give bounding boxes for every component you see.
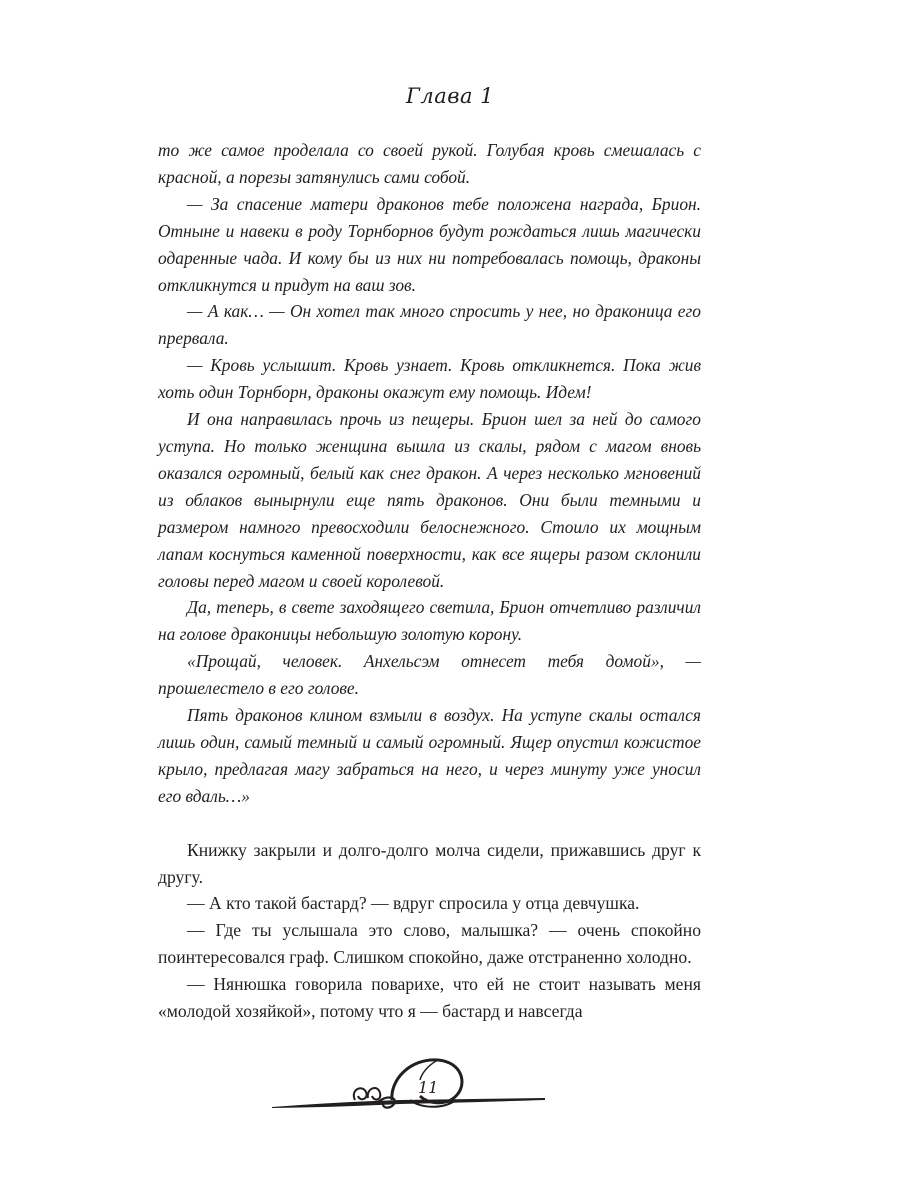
page-body — [158, 137, 701, 1025]
chapter-title: Глава 1 — [405, 84, 495, 108]
paragraph-italic: Да, теперь, в свете заходящего светила, Брион отчетливо различил на голове драконицы небольшую золотую корону. — [158, 597, 701, 645]
paragraph: — А кто такой бастард? — вдруг спросила у отца девчушка. — [187, 893, 640, 914]
paragraph: — Нянюшка говорила поварихе, что ей не стоит называть меня «молодой хозяйкой», потому что я — бастард и навсегда — [158, 974, 701, 1022]
page-number: 11 — [418, 1078, 439, 1097]
paragraph-italic: Пять драконов клином взмыли в воздух. На уступе скалы остался лишь один, самый темный и самый огромный. Ящер опустил кожистое крыло, предлагая магу забраться на него, и через минуту уже уносил его вдаль…» — [158, 705, 701, 806]
paragraph-italic: «Прощай, человек. Анхельсэм отнесет тебя домой», — прошелестело в его голове. — [158, 651, 701, 699]
paragraph-italic: — За спасение матери драконов тебе положена награда, Брион. Отныне и навеки в роду Торнборнов будут рождаться лишь магически одаренные чада. И кому бы из них ни потребовалась помощь, драконы откликнутся и придут на ваш зов. — [158, 193, 701, 295]
paragraph-italic: — А как… — Он хотел так много спросить у нее, но драконица его прервала. — [158, 301, 701, 349]
paragraph: Книжку закрыли и долго-долго молча сидели, прижавшись друг к другу. — [158, 839, 701, 887]
paragraph-italic: — Кровь услышит. Кровь узнает. Кровь откликнется. Пока жив хоть один Торнборн, драконы окажут ему помощь. Идем! — [158, 355, 701, 403]
paragraph: — Где ты услышала это слово, малышка? — очень спокойно поинтересовался граф. Слишком спокойно, даже отстраненно холодно. — [158, 920, 701, 968]
paragraph-italic: то же самое проделала со своей рукой. Голубая кровь смешалась с красной, а порезы затянулись сами собой. — [158, 140, 701, 187]
paragraph-italic: И она направилась прочь из пещеры. Брион шел за ней до самого уступа. Но только женщина вышла из скалы, рядом с магом вновь оказался огромный, белый как снег дракон. А через несколько мгновений из облаков вынырнули еще пять драконов. Они были темными и размером намного превосходили белоснежного. Стоило их мощным лапам коснуться каменной поверхности, как все ящеры разом склонили головы перед магом и своей королевой. — [158, 409, 701, 591]
section-break — [158, 810, 701, 837]
swirl-flourish-icon — [270, 1050, 545, 1130]
